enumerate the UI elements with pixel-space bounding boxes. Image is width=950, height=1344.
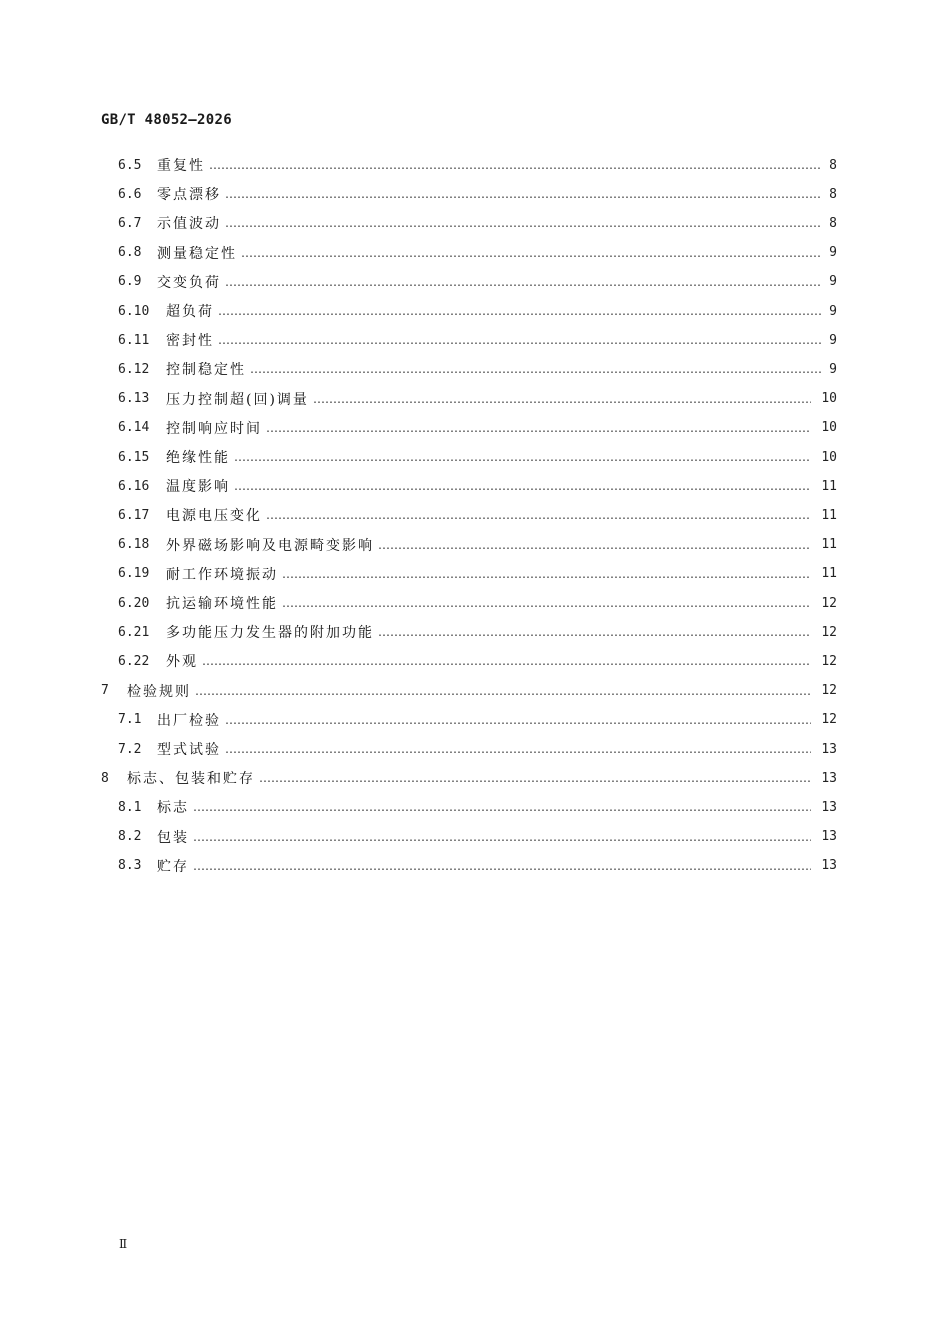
toc-entry-title: 压力控制超(回)调量 [166,391,309,408]
toc-entry-page: 9 [829,332,837,348]
toc-entry[interactable] [118,240,837,266]
toc-entry[interactable] [118,532,837,558]
toc-entry-title: 控制稳定性 [166,362,246,379]
toc-entry-title: 测量稳定性 [157,245,237,262]
toc-entry-page: 11 [821,537,837,553]
toc-leader-dots [195,678,811,704]
toc-entry[interactable] [101,765,837,791]
toc-entry-title: 标志 [157,800,189,817]
toc-leader-dots [378,619,811,645]
toc-leader-dots [193,853,811,879]
toc-entry-page: 13 [821,829,837,845]
toc-leader-dots [225,210,821,236]
toc-entry-page: 9 [829,303,837,319]
toc-leader-dots [202,648,811,674]
document-code: GB/T 48052—2026 [101,112,232,128]
toc-entry[interactable] [118,473,837,499]
toc-entry-number: 6.20 [118,595,150,611]
toc-entry-page: 9 [829,245,837,261]
toc-entry-title: 抗运输环境性能 [166,596,278,612]
toc-entry-number: 6.12 [118,361,150,377]
toc-entry-page: 12 [821,624,837,640]
toc-entry[interactable] [118,415,837,441]
toc-entry-page: 11 [821,478,837,494]
toc-leader-dots [218,298,821,324]
toc-entry[interactable] [118,736,837,762]
toc-leader-dots [282,561,811,587]
toc-entry-number: 6.21 [118,624,150,640]
toc-entry-number: 6.13 [118,391,150,407]
toc-leader-dots [241,240,821,266]
toc-entry-title: 交变负荷 [157,274,221,291]
toc-entry[interactable] [118,707,837,733]
toc-entry-number: 8.3 [118,858,142,874]
toc-entry-page: 8 [829,186,837,202]
toc-entry-title: 外观 [166,654,198,671]
toc-entry-number: 6.6 [118,186,142,202]
toc-leader-dots [234,473,811,499]
toc-entry[interactable] [118,210,837,236]
toc-entry[interactable] [118,619,837,645]
toc-entry[interactable] [101,678,837,704]
toc-entry-number: 6.15 [118,449,150,465]
toc-leader-dots [225,181,821,207]
toc-entry-title: 电源电压变化 [166,508,262,525]
toc-entry-page: 12 [821,653,837,669]
toc-entry-title: 零点漂移 [157,187,221,204]
toc-entry-number: 7 [101,683,109,699]
toc-entry-title: 型式试验 [157,742,221,758]
toc-entry[interactable] [118,269,837,295]
toc-leader-dots [234,444,811,470]
toc-leader-dots [250,356,821,382]
toc-leader-dots [193,824,811,850]
toc-entry[interactable] [118,181,837,207]
toc-entry-number: 6.17 [118,507,150,523]
toc-entry-page: 13 [821,741,837,757]
toc-leader-dots [225,707,811,733]
toc-entry-number: 6.5 [118,157,142,173]
toc-entry-page: 10 [821,420,837,436]
toc-entry-page: 8 [829,215,837,231]
toc-entry[interactable] [118,590,837,616]
toc-entry-title: 外界磁场影响及电源畸变影响 [166,537,374,554]
toc-entry-number: 6.22 [118,653,150,669]
toc-entry-title: 标志、包装和贮存 [127,771,255,788]
toc-entry-number: 7.1 [118,712,142,728]
toc-entry-title: 耐工作环境振动 [166,566,278,583]
toc-entry-page: 13 [821,858,837,874]
toc-entry[interactable] [118,824,837,850]
toc-entry[interactable] [118,152,837,178]
toc-entry-title: 控制响应时间 [166,420,262,437]
toc-entry-page: 11 [821,507,837,523]
toc-entry-number: 8.1 [118,799,142,815]
toc-entry-page: 13 [821,770,837,786]
toc-entry[interactable] [118,794,837,820]
toc-entry-page: 10 [821,391,837,407]
toc-leader-dots [259,765,811,791]
toc-entry-title: 超负荷 [166,304,214,320]
toc-entry-page: 11 [821,566,837,582]
toc-entry-title: 出厂检验 [157,712,221,729]
page-number: Ⅱ [119,1237,128,1251]
toc-entry-number: 8.2 [118,829,142,845]
toc-leader-dots [282,590,811,616]
toc-entry[interactable] [118,853,837,879]
toc-entry[interactable] [118,502,837,528]
toc-entry-title: 重复性 [157,158,205,174]
toc-entry-page: 10 [821,449,837,465]
toc-entry[interactable] [118,327,837,353]
toc-leader-dots [193,794,811,820]
toc-entry-number: 6.14 [118,420,150,436]
toc-entry-page: 9 [829,361,837,377]
toc-leader-dots [218,327,821,353]
toc-entry-number: 8 [101,770,109,786]
toc-entry-page: 12 [821,595,837,611]
toc-entry-page: 9 [829,274,837,290]
toc-entry-title: 包装 [157,829,189,846]
toc-entry-number: 6.9 [118,274,142,290]
toc-leader-dots [266,415,811,441]
toc-entry-title: 检验规则 [127,683,191,700]
toc-entry[interactable] [118,444,837,470]
toc-entry-number: 6.7 [118,215,142,231]
toc-leader-dots [378,532,811,558]
toc-leader-dots [209,152,821,178]
toc-entry-number: 7.2 [118,741,142,757]
toc-entry-title: 贮存 [157,858,189,875]
toc-entry-page: 13 [821,799,837,815]
toc-leader-dots [225,736,811,762]
toc-entry-page: 12 [821,712,837,728]
toc-entry-number: 6.11 [118,332,150,348]
toc-entry-number: 6.16 [118,478,150,494]
toc-entry[interactable] [118,648,837,674]
toc-leader-dots [266,502,811,528]
toc-entry-title: 绝缘性能 [166,450,230,466]
toc-entry-title: 示值波动 [157,216,221,233]
toc-entry[interactable] [118,298,837,324]
toc-entry-number: 6.8 [118,245,142,261]
toc-entry-page: 12 [821,683,837,699]
toc-entry-number: 6.10 [118,303,150,319]
toc-leader-dots [313,386,811,412]
toc-entry-number: 6.19 [118,566,150,582]
toc-entry-title: 多功能压力发生器的附加功能 [166,625,374,642]
toc-entry-number: 6.18 [118,537,150,553]
toc-entry[interactable] [118,386,837,412]
toc-entry-title: 密封性 [166,333,214,350]
toc-leader-dots [225,269,821,295]
toc-entry-page: 8 [829,157,837,173]
toc-entry-title: 温度影响 [166,479,230,496]
toc-entry[interactable] [118,356,837,382]
toc-entry[interactable] [118,561,837,587]
